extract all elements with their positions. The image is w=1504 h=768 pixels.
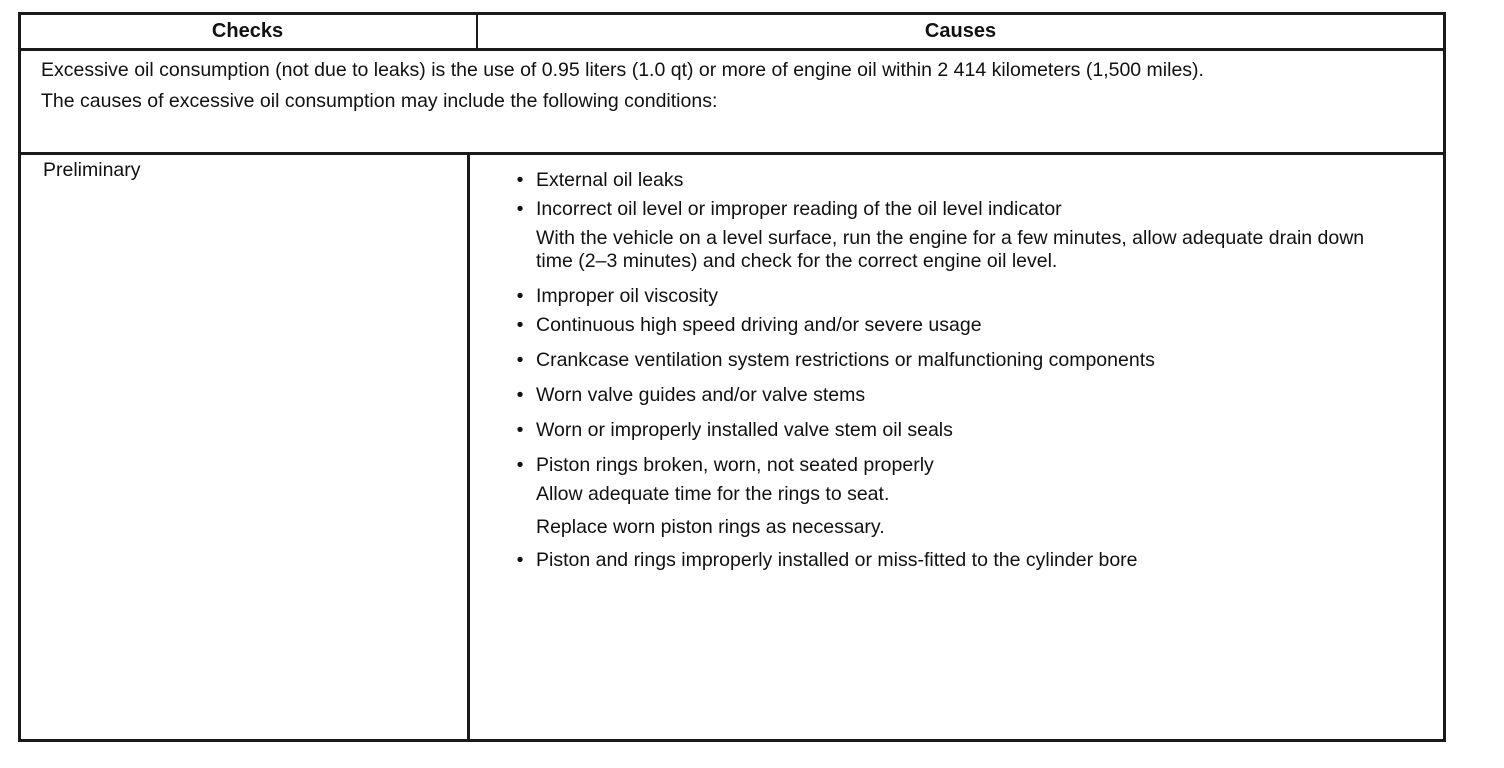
list-item	[514, 285, 1383, 308]
intro-definition: Excessive oil consumption (not due to leaks) is the use of 0.95 liters (1.0 qt) or more of engine oil within 2 414 kilometers (1,500 miles).	[41, 59, 1204, 81]
header-checks: Checks	[211, 20, 284, 42]
list-item	[514, 349, 1383, 372]
bullet-icon: •	[516, 349, 524, 371]
list-item	[514, 384, 1383, 407]
diagnostic-table	[18, 12, 1446, 742]
cause-text: Improper oil viscosity	[536, 285, 719, 307]
check-label-preliminary: Preliminary	[43, 159, 141, 181]
bullet-icon: •	[516, 314, 524, 336]
list-item	[514, 198, 1383, 221]
bullet-icon: •	[516, 454, 524, 476]
list-item	[514, 454, 1383, 477]
bullet-icon: •	[516, 198, 524, 220]
list-item	[514, 169, 1383, 192]
bullet-icon: •	[516, 384, 524, 406]
cause-text: Crankcase ventilation system restrictions or malfunctioning components	[536, 349, 1155, 371]
intro-conditions: The causes of excessive oil consumption may include the following conditions:	[41, 90, 718, 112]
bullet-icon: •	[516, 549, 524, 571]
causes-cell	[470, 155, 1443, 739]
bullet-icon: •	[516, 169, 524, 191]
cause-text: External oil leaks	[536, 169, 684, 191]
note-rings-seat: Allow adequate time for the rings to seat.	[536, 483, 890, 505]
check-cell	[21, 155, 470, 739]
header-causes: Causes	[476, 15, 1443, 48]
bullet-icon: •	[516, 285, 524, 307]
intro-row	[21, 51, 1443, 155]
list-item	[514, 314, 1383, 337]
cause-text: Piston and rings improperly installed or miss-fitted to the cylinder bore	[536, 549, 1138, 571]
cause-text: Continuous high speed driving and/or severe usage	[536, 314, 982, 336]
cause-text: Worn valve guides and/or valve stems	[536, 384, 866, 406]
note-oil-level: With the vehicle on a level surface, run the engine for a few minutes, allow adequate drain down time (2–3 minutes) and check for the correct engine oil level.	[536, 227, 1365, 272]
list-item	[514, 419, 1383, 442]
table-header-row	[21, 15, 1443, 51]
cause-text: Incorrect oil level or improper reading of the oil level indicator	[536, 198, 1062, 220]
bullet-icon: •	[516, 419, 524, 441]
cause-text: Worn or improperly installed valve stem oil seals	[536, 419, 953, 441]
cause-text: Piston rings broken, worn, not seated properly	[536, 454, 934, 476]
list-item	[514, 549, 1383, 572]
note-rings-replace: Replace worn piston rings as necessary.	[536, 516, 885, 538]
